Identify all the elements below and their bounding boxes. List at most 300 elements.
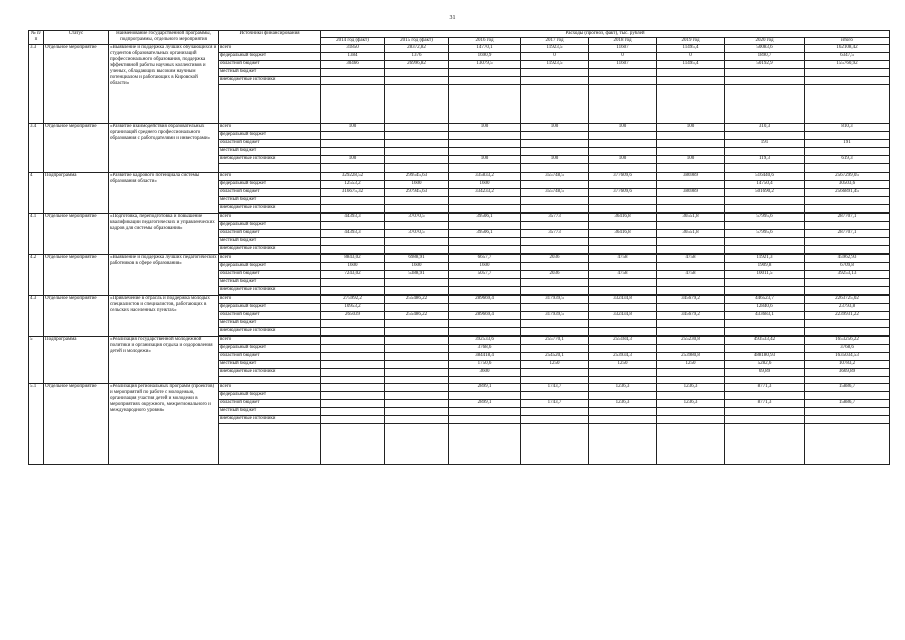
amount-cell: 57995,6	[725, 230, 805, 238]
amount-cell: 1743,7	[521, 400, 589, 408]
empty-cell	[521, 164, 589, 173]
amount-cell: 8771,3	[725, 384, 805, 392]
row-status: Отдельное мероприятие	[44, 124, 109, 173]
amount-cell: 1236,3	[657, 384, 725, 392]
amount-cell	[657, 69, 725, 77]
amount-cell	[725, 345, 805, 353]
amount-cell: 8843,02	[321, 255, 385, 263]
amount-cell	[521, 320, 589, 328]
amount-cell: 335833,2	[449, 173, 521, 181]
amount-cell: 119,3	[725, 156, 805, 164]
amount-cell: 2263725,02	[805, 296, 890, 304]
empty-cell	[805, 377, 890, 384]
amount-cell: 1250	[521, 361, 589, 369]
amount-cell	[449, 140, 521, 148]
amount-cell: 2566891,45	[805, 189, 890, 197]
amount-cell	[725, 197, 805, 205]
amount-cell	[589, 328, 657, 336]
amount-cell	[657, 416, 725, 424]
amount-cell	[385, 197, 449, 205]
table-row	[29, 255, 890, 263]
amount-cell	[385, 279, 449, 287]
amount-cell	[521, 328, 589, 336]
amount-cell: 100	[449, 156, 521, 164]
amount-cell: 493533,42	[725, 337, 805, 345]
amount-cell: 332434,8	[589, 296, 657, 304]
amount-cell: 317939,5	[521, 296, 589, 304]
amount-cell: 57995,6	[725, 214, 805, 222]
amount-cell	[657, 197, 725, 205]
amount-cell	[521, 148, 589, 156]
amount-cell: 1250	[657, 361, 725, 369]
amount-cell	[657, 392, 725, 400]
header-year: 2020 год	[725, 38, 805, 45]
funding-source: областной бюджет	[219, 312, 321, 320]
amount-cell	[805, 392, 890, 400]
amount-cell	[589, 408, 657, 416]
funding-source: федеральный бюджет	[219, 345, 321, 353]
funding-source: областной бюджет	[219, 353, 321, 361]
amount-cell	[385, 369, 449, 377]
amount-cell: 69,89	[725, 369, 805, 377]
page-number: 31	[449, 15, 456, 21]
amount-cell	[521, 279, 589, 287]
amount-cell	[725, 77, 805, 85]
amount-cell: 1376	[385, 53, 449, 61]
amount-cell	[657, 345, 725, 353]
amount-cell: 15886,7	[805, 384, 890, 392]
amount-cell: 50083,6	[725, 45, 805, 53]
amount-cell	[589, 148, 657, 156]
amount-cell	[521, 140, 589, 148]
amount-cell	[725, 392, 805, 400]
funding-source: областной бюджет	[219, 61, 321, 69]
amount-cell	[657, 369, 725, 377]
header-status: Статус	[44, 31, 109, 45]
amount-cell: 36551,8	[657, 230, 725, 238]
amount-cell: 5282,6	[725, 361, 805, 369]
row-num: 4.3	[29, 296, 44, 337]
amount-cell: 6657,7	[449, 255, 521, 263]
amount-cell: 36416,8	[589, 230, 657, 238]
amount-cell	[725, 132, 805, 140]
funding-source: всего	[219, 255, 321, 263]
amount-cell: 1250	[589, 361, 657, 369]
amount-cell: 23793,8	[805, 304, 890, 312]
amount-cell	[321, 77, 385, 85]
amount-cell	[385, 132, 449, 140]
amount-cell	[589, 69, 657, 77]
empty-cell	[385, 424, 449, 465]
row-num: 4	[29, 173, 44, 214]
amount-cell: 13079,5	[449, 61, 521, 69]
amount-cell: 332434,8	[589, 312, 657, 320]
amount-cell: 35773	[521, 230, 589, 238]
header-source: Источники финансирования	[219, 31, 321, 45]
amount-cell: 253934,3	[589, 353, 657, 361]
amount-cell	[385, 416, 449, 424]
amount-cell	[657, 279, 725, 287]
empty-cell	[805, 85, 890, 124]
empty-cell	[219, 424, 321, 465]
funding-source: областной бюджет	[219, 271, 321, 279]
amount-cell	[321, 132, 385, 140]
amount-cell	[589, 279, 657, 287]
empty-cell	[385, 164, 449, 173]
row-num: 4.2	[29, 255, 44, 296]
empty-cell	[805, 424, 890, 465]
empty-cell	[385, 377, 449, 384]
empty-cell	[321, 377, 385, 384]
amount-cell: 345679,2	[657, 296, 725, 304]
funding-source: всего	[219, 384, 321, 392]
amount-cell	[805, 279, 890, 287]
amount-cell: 11607	[589, 45, 657, 53]
amount-cell: 5388,91	[385, 271, 449, 279]
row-name: «Привлечение в отрасль и поддержка молодых специалистов и специалистов, работающих в сельских населенных пунктах»	[109, 296, 219, 337]
empty-cell	[725, 424, 805, 465]
amount-cell: 10011,5	[725, 271, 805, 279]
amount-cell: 254520,1	[521, 353, 589, 361]
amount-cell: 501690,2	[725, 189, 805, 197]
amount-cell	[725, 320, 805, 328]
amount-cell	[449, 416, 521, 424]
empty-cell	[219, 164, 321, 173]
amount-cell: 345679,2	[657, 312, 725, 320]
amount-cell: 317939,5	[521, 312, 589, 320]
funding-source: всего	[219, 124, 321, 132]
funding-source: областной бюджет	[219, 400, 321, 408]
amount-cell: 11495,4	[657, 61, 725, 69]
amount-cell	[449, 197, 521, 205]
amount-cell	[449, 132, 521, 140]
funding-source: всего	[219, 45, 321, 53]
amount-cell: 384418,4	[449, 353, 521, 361]
empty-cell	[321, 424, 385, 465]
amount-cell	[385, 246, 449, 254]
funding-source: областной бюджет	[219, 230, 321, 238]
amount-cell: 31850	[321, 45, 385, 53]
amount-cell	[385, 69, 449, 77]
funding-source: местный бюджет	[219, 238, 321, 246]
amount-cell: 1600	[449, 263, 521, 271]
header-expenses: Расходы (прогноз, факт), тыс. рублей	[321, 31, 890, 38]
amount-cell: 100	[321, 156, 385, 164]
amount-cell	[385, 222, 449, 230]
amount-cell	[589, 238, 657, 246]
row-name: «Развитие взаимодействия образовательных организаций среднего профессионального образования с работодателями и инвесторами»	[109, 124, 219, 173]
empty-cell	[657, 164, 725, 173]
header-year: 2018 год	[589, 38, 657, 45]
amount-cell: 45962,93	[805, 255, 890, 263]
row-name: «Выявление и поддержка лучших педагогических работников в сфере образования»	[109, 255, 219, 296]
amount-cell: 265039	[321, 312, 385, 320]
amount-cell	[321, 408, 385, 416]
amount-cell: 3768,6	[805, 345, 890, 353]
empty-cell	[449, 164, 521, 173]
amount-cell	[805, 205, 890, 213]
amount-cell	[805, 238, 890, 246]
funding-source: местный бюджет	[219, 279, 321, 287]
amount-cell: 11923,5	[521, 61, 589, 69]
funding-source: всего	[219, 214, 321, 222]
funding-source: местный бюджет	[219, 197, 321, 205]
amount-cell	[521, 205, 589, 213]
amount-cell	[321, 384, 385, 392]
amount-cell	[449, 238, 521, 246]
amount-cell	[589, 263, 657, 271]
amount-cell: 433683,1	[725, 312, 805, 320]
funding-source: внебюджетные источники	[219, 328, 321, 336]
empty-cell	[321, 164, 385, 173]
amount-cell: 619,3	[805, 156, 890, 164]
amount-cell	[725, 279, 805, 287]
amount-cell: 37070,5	[385, 230, 449, 238]
header-year: 2015 год (факт)	[385, 38, 449, 45]
empty-cell	[589, 377, 657, 384]
amount-cell	[449, 304, 521, 312]
amount-cell: 10953,2	[321, 304, 385, 312]
row-num: 3.4	[29, 124, 44, 173]
amount-cell: 253980,8	[657, 353, 725, 361]
amount-cell: 299545,63	[385, 173, 449, 181]
header-year: 2017 год	[521, 38, 589, 45]
amount-cell: 1635034,53	[805, 353, 890, 361]
amount-cell	[657, 320, 725, 328]
row-status: Отдельное мероприятие	[44, 296, 109, 337]
amount-cell	[589, 287, 657, 295]
amount-cell	[725, 205, 805, 213]
amount-cell	[385, 384, 449, 392]
row-num: 4.1	[29, 214, 44, 255]
amount-cell	[657, 181, 725, 189]
amount-cell	[657, 328, 725, 336]
amount-cell: 11495,4	[657, 45, 725, 53]
funding-source: внебюджетные источники	[219, 416, 321, 424]
amount-cell: 3669,89	[805, 369, 890, 377]
amount-cell: 2899,1	[449, 384, 521, 392]
amount-cell	[521, 416, 589, 424]
amount-cell	[449, 246, 521, 254]
amount-cell: 446523,7	[725, 296, 805, 304]
amount-cell	[385, 408, 449, 416]
amount-cell: 1690,9	[449, 53, 521, 61]
amount-cell	[657, 263, 725, 271]
amount-cell: 39253,13	[805, 271, 890, 279]
amount-cell: 155760,92	[805, 61, 890, 69]
amount-cell: 1653256,22	[805, 337, 890, 345]
amount-cell	[805, 408, 890, 416]
amount-cell: 297945,63	[385, 189, 449, 197]
amount-cell	[805, 320, 890, 328]
amount-cell	[521, 287, 589, 295]
amount-cell	[385, 156, 449, 164]
amount-cell	[449, 320, 521, 328]
amount-cell	[385, 148, 449, 156]
amount-cell	[385, 304, 449, 312]
amount-cell	[589, 140, 657, 148]
amount-cell	[521, 197, 589, 205]
funding-source: всего	[219, 173, 321, 181]
amount-cell: 355748,5	[521, 189, 589, 197]
row-status: Отдельное мероприятие	[44, 384, 109, 465]
amount-cell	[385, 337, 449, 345]
amount-cell	[385, 361, 449, 369]
amount-cell	[321, 246, 385, 254]
amount-cell: 100	[657, 124, 725, 132]
amount-cell: 255230,8	[657, 337, 725, 345]
amount-cell: 100	[521, 124, 589, 132]
amount-cell	[521, 132, 589, 140]
empty-cell	[521, 424, 589, 465]
amount-cell: 100	[521, 156, 589, 164]
amount-cell	[589, 392, 657, 400]
amount-cell	[521, 77, 589, 85]
amount-cell	[449, 408, 521, 416]
header-year: 2014 год (факт)	[321, 38, 385, 45]
funding-source: областной бюджет	[219, 189, 321, 197]
amount-cell: 386989	[657, 173, 725, 181]
amount-cell: 2036	[521, 271, 589, 279]
empty-cell	[449, 377, 521, 384]
amount-cell	[321, 279, 385, 287]
amount-cell	[589, 222, 657, 230]
empty-cell	[725, 85, 805, 124]
amount-cell: 30466	[321, 61, 385, 69]
amount-cell	[725, 287, 805, 295]
amount-cell	[725, 246, 805, 254]
funding-source: местный бюджет	[219, 148, 321, 156]
amount-cell	[449, 328, 521, 336]
amount-cell: 14770,1	[449, 45, 521, 53]
funding-source: внебюджетные источники	[219, 156, 321, 164]
amount-cell: 28372,82	[385, 45, 449, 53]
amount-cell: 162108,42	[805, 45, 890, 53]
amount-cell: 2567299,05	[805, 173, 890, 181]
financing-table	[28, 30, 890, 465]
amount-cell: 377609,6	[589, 173, 657, 181]
amount-cell: 377609,6	[589, 189, 657, 197]
amount-cell: 36551,8	[657, 214, 725, 222]
empty-cell	[657, 85, 725, 124]
amount-cell: 4758	[657, 271, 725, 279]
amount-cell	[725, 408, 805, 416]
empty-cell	[449, 424, 521, 465]
amount-cell: 39506,1	[449, 230, 521, 238]
empty-cell	[449, 85, 521, 124]
amount-cell	[589, 181, 657, 189]
funding-source: федеральный бюджет	[219, 222, 321, 230]
amount-cell: 44393,3	[321, 214, 385, 222]
amount-cell	[385, 400, 449, 408]
amount-cell: 191	[725, 140, 805, 148]
amount-cell	[321, 353, 385, 361]
funding-source: федеральный бюджет	[219, 132, 321, 140]
amount-cell: 289669,4	[449, 296, 521, 304]
amount-cell	[657, 222, 725, 230]
amount-cell: 6988,91	[385, 255, 449, 263]
amount-cell: 100	[657, 156, 725, 164]
amount-cell	[385, 392, 449, 400]
amount-cell: 289669,4	[449, 312, 521, 320]
amount-cell: 0	[521, 53, 589, 61]
row-num: 5	[29, 337, 44, 384]
amount-cell: 1600	[385, 263, 449, 271]
amount-cell	[725, 416, 805, 424]
amount-cell	[385, 287, 449, 295]
amount-cell	[657, 205, 725, 213]
amount-cell	[521, 345, 589, 353]
amount-cell: 6347,5	[805, 53, 890, 61]
amount-cell	[521, 408, 589, 416]
funding-source: федеральный бюджет	[219, 181, 321, 189]
funding-source: внебюджетные источники	[219, 77, 321, 85]
funding-source: всего	[219, 296, 321, 304]
funding-source: местный бюджет	[219, 69, 321, 77]
amount-cell: 255486,22	[385, 296, 449, 304]
amount-cell	[805, 69, 890, 77]
amount-cell: 37070,5	[385, 214, 449, 222]
table-row	[29, 296, 890, 304]
amount-cell: 2899,1	[449, 400, 521, 408]
funding-source: внебюджетные источники	[219, 369, 321, 377]
amount-cell	[521, 304, 589, 312]
amount-cell: 488180,93	[725, 353, 805, 361]
amount-cell	[725, 328, 805, 336]
amount-cell	[589, 416, 657, 424]
amount-cell: 1890,7	[725, 53, 805, 61]
empty-cell	[657, 377, 725, 384]
row-status: Подпрограмма	[44, 173, 109, 214]
amount-cell	[449, 77, 521, 85]
amount-cell: 6709,8	[805, 263, 890, 271]
header-year: 2019 год	[657, 38, 725, 45]
row-name: «Выявление и поддержка лучших обучающихся и студентов образовательных организаций профессионального образования, поддержка эффективной работы научных коллективов и ученых, обладающих высоким научным потенциалом и работающих в Кировской области»	[109, 45, 219, 124]
amount-cell: 287707,1	[805, 230, 890, 238]
amount-cell: 329228,52	[321, 173, 385, 181]
amount-cell	[521, 181, 589, 189]
amount-cell: 287707,1	[805, 214, 890, 222]
amount-cell: 100	[449, 124, 521, 132]
amount-cell	[449, 392, 521, 400]
empty-cell	[589, 85, 657, 124]
amount-cell	[589, 77, 657, 85]
amount-cell	[521, 246, 589, 254]
amount-cell: 316675,32	[321, 189, 385, 197]
amount-cell: 14750,4	[725, 181, 805, 189]
empty-cell	[589, 164, 657, 173]
empty-cell	[385, 85, 449, 124]
amount-cell	[589, 345, 657, 353]
funding-source: внебюджетные источники	[219, 287, 321, 295]
amount-cell	[321, 320, 385, 328]
amount-cell	[385, 205, 449, 213]
amount-cell	[385, 124, 449, 132]
amount-cell	[321, 222, 385, 230]
amount-cell: 7243,02	[321, 271, 385, 279]
table-row	[29, 337, 890, 345]
funding-source: местный бюджет	[219, 320, 321, 328]
amount-cell: 5057,7	[449, 271, 521, 279]
funding-source: областной бюджет	[219, 140, 321, 148]
row-status: Подпрограмма	[44, 337, 109, 384]
amount-cell	[321, 328, 385, 336]
funding-source: федеральный бюджет	[219, 53, 321, 61]
amount-cell	[657, 148, 725, 156]
empty-cell	[657, 424, 725, 465]
amount-cell	[725, 69, 805, 77]
amount-cell: 334233,2	[449, 189, 521, 197]
